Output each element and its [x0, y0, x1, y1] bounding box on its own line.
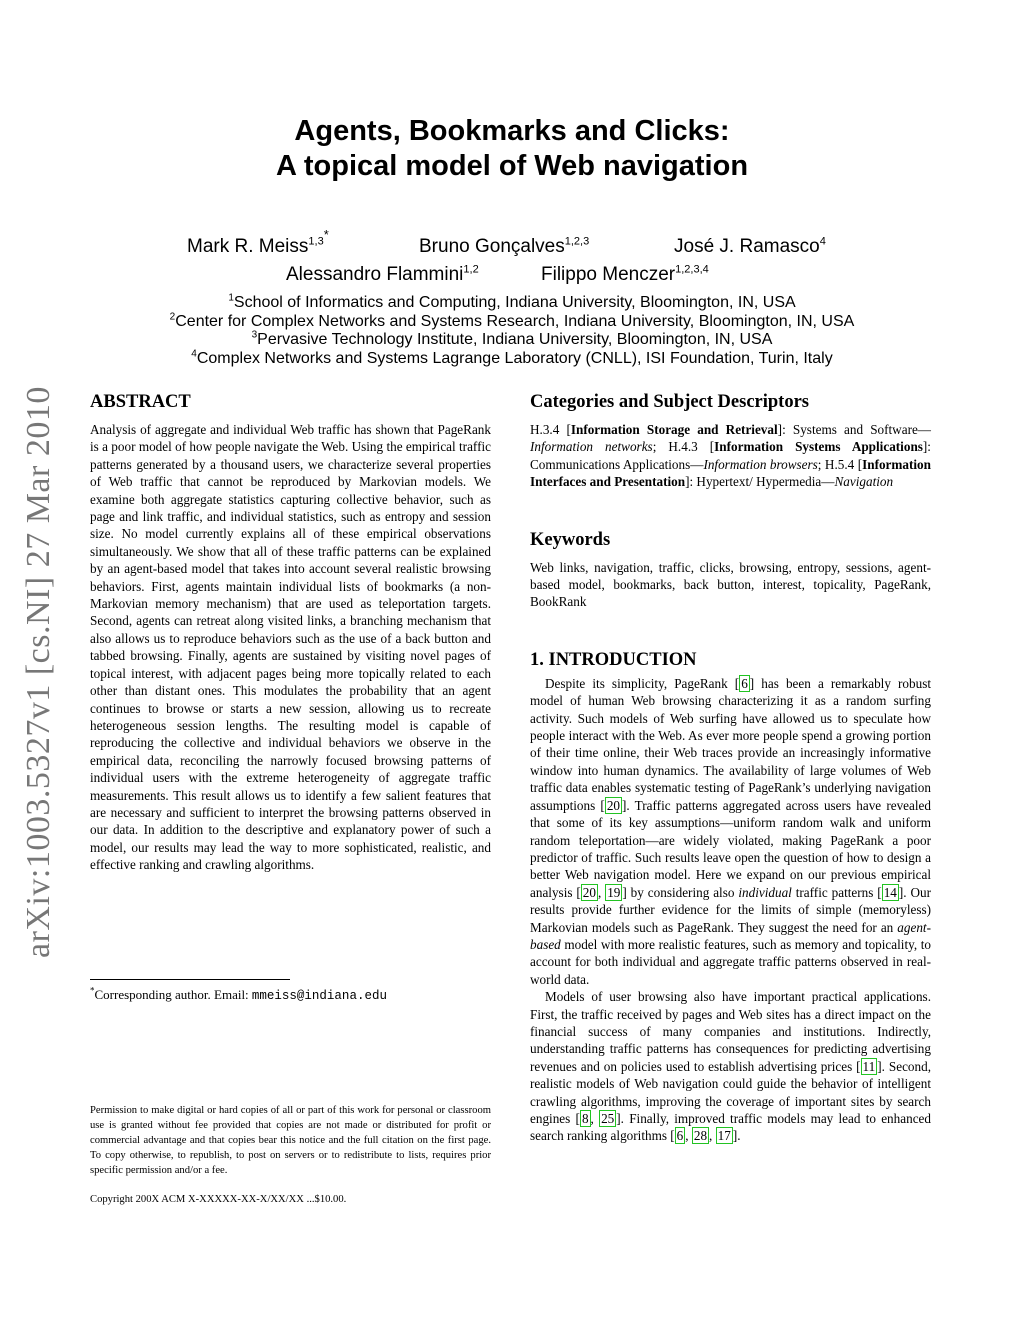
affiliation-1 — [0, 294, 1024, 313]
affiliation-4 — [0, 350, 1024, 369]
emphasis: individual — [738, 884, 792, 900]
affil-text: Pervasive Technology Institute, Indiana University, Bloomington, IN, USA — [257, 331, 773, 348]
text-run: model with more realistic features, such as memory and topicality, to account for both individual and aggregate traffic patterns observed in real-world data. — [530, 936, 931, 987]
citation-link[interactable]: 11 — [862, 1058, 876, 1074]
categories-heading: Categories and Subject Descriptors — [530, 392, 809, 412]
intro-paragraph-1: Despite its simplicity, PageRank [ 6 ] has been a remarkably robust model of human Web browsing characterizing it as a random surfing activity. Such models of Web surfing have allowed us to speculate how people interact with the Web. As ever more people spend a growing portion of their time online, their Web traces provide an increasingly informative window into human dynamics. The availability of large volumes of Web traffic data enables systematic testing of PageRank’s underlying navigation assumptions [ 20 ]. Traffic patterns aggregated across users have revealed that some of its key assumptions—uniform random walk and uniform random teleportation—are widely violated, making PageRank a poor predictor of traffic. Such results leave open the question of how to design a better Web navigation model. Here we expand on our previous empirical analysis [ 20 , 19 ] by considering also individual traffic patterns [ 14 ]. Our results provide further evidence for the limits of simple (memoryless) Markovian models such as PageRank. They suggest the need for an agent-based model with more realistic features, such as memory and topicality, to account for both individual and aggregate traffic patterns observed in real-world data. — [530, 675, 931, 987]
citation-link[interactable]: 17 — [717, 1128, 731, 1144]
affiliation-3 — [0, 331, 1024, 350]
citation-link[interactable]: 19 — [607, 884, 621, 900]
right-column — [530, 391, 931, 1145]
abstract-text: Analysis of aggregate and individual Web traffic has shown that PageRank is a poor model of how people navigate the Web. Using the empirical traffic patterns generated by a thousand users, we characterize several properties of Web traffic that cannot be reproduced by Markovian models. We examine both aggregate statistics capturing collective behavior, such as page and link traffic, and individual statistics, such as entropy and session size. No model currently explains all of these empirical observations simultaneously. We show that all of these traffic patterns can be explained by an agent-based model that takes into account several realistic browsing behaviors. First, agents maintain individual lists of bookmarks (a non-Markovian memory mechanism) that are used as teleportation targets. Second, agents can retreat along visited links, a branching mechanism that also allows us to reproduce behaviors such as the use of a back button and tabbed browsing. Finally, agents are sustained by visiting novel pages of topical interest, with adjacent pages being more topically related to each other than distant ones. This modulates the probability that an agent continues to browse or starts a new session, allowing us to recreate heterogeneous session lengths. The resulting model is capable of reproducing the collective and individual behaviors we observe in the empirical data, reconciling the narrowly focused browsing patterns of individual users with the extreme heterogeneity of aggregate traffic measurements. This result allows us to identify a few salient features that are necessary and sufficient to interpret the browsing patterns observed in our data. In addition to the descriptive and explanatory power of such a model, our results may lead the way to more sophisticated, realistic, and effective ranking and crawling algorithms. — [90, 422, 491, 873]
category-text: ]: Communications Applications— — [530, 439, 931, 472]
category-sub: Information browsers — [703, 456, 818, 472]
category-name: Information Storage and Retrieval — [570, 422, 778, 437]
text-run: . Our results provide further evidence for the limits of simple (memoryless) Markovian models such as PageRank. They suggest the need for an — [530, 884, 931, 935]
affil-num: 4 — [191, 348, 197, 360]
citation-link[interactable]: 28 — [693, 1128, 708, 1144]
footnote — [90, 986, 510, 1005]
author-name: José J. Ramasco — [674, 236, 820, 257]
affil-num: 1 — [228, 292, 234, 304]
affil-text: Complex Networks and Systems Lagrange Laboratory (CNLL), ISI Foundation, Turin, Italy — [196, 349, 833, 367]
categories-text — [530, 421, 931, 491]
keywords-text: Web links, navigation, traffic, clicks, browsing, entropy, sessions, agent-based model, bookmarks, back button, interest, topicality, PageRank, BookRank — [530, 559, 931, 610]
text-run: . — [737, 1128, 741, 1144]
author-affil: 4 — [819, 235, 826, 248]
left-column — [90, 391, 491, 874]
author-name: Mark R. Meiss — [187, 236, 309, 257]
permission-notice: Permission to make digital or hard copies of all or part of this work for personal or classroom use is granted without fee provided that copies are not made or distributed for profit or commercial advantage and that copies bear this notice and the full citation on the first page. To copy otherwise, to republish, to post on servers or to redistribute to lists, requires prior specific permission and/or a fee. — [90, 1105, 491, 1176]
author-affil: 1,2,3,4 — [675, 263, 709, 276]
author-flammini — [286, 264, 479, 286]
keywords-heading: Keywords — [530, 529, 611, 550]
text-run: by considering also — [626, 884, 739, 900]
text-run: has been a remarkably robust model of human Web browsing characterizing it as a random surfing activity. Such models of Web surfing have allowed us to speculate how people interact with the Web. As ever more people spend a growing portion of their time online, their Web traces provide an increasingly informative window into human dynamics. The availability of large volumes of Web traffic data enables systematic testing of PageRank’s underlying navigation assumptions — [530, 675, 931, 813]
author-affil: 1,2 — [463, 263, 479, 276]
category-sub: Navigation — [834, 474, 894, 490]
affil-text: School of Informatics and Computing, Indiana University, Bloomington, IN, USA — [233, 294, 796, 311]
text-run: Despite its simplicity, PageRank — [545, 675, 735, 691]
citation-link[interactable]: 20 — [606, 797, 621, 813]
author-goncalves — [419, 236, 589, 258]
corresponding-mark: * — [323, 226, 329, 242]
citation-link[interactable]: 8 — [581, 1111, 589, 1126]
author-meiss — [187, 226, 329, 258]
author-name: Alessandro Flammini — [286, 264, 464, 285]
author-menczer — [541, 264, 709, 286]
author-affil: 1,2,3 — [564, 235, 590, 248]
emphasis: agent-based — [530, 919, 931, 952]
category-name: Information Systems Applications — [714, 439, 923, 455]
text-run: . Finally, improved traffic models may lead to enhanced search ranking algorithms — [530, 1111, 931, 1144]
category-text: ]: Systems and Software— — [777, 422, 931, 437]
copyright-notice: Copyright 200X ACM X-XXXXX-XX-X/XX/XX ...$10.00. — [90, 1194, 347, 1205]
affil-num: 2 — [169, 311, 176, 323]
abstract-heading: ABSTRACT — [90, 392, 191, 412]
citation-link[interactable]: 14 — [883, 884, 897, 900]
affil-text: Center for Complex Networks and Systems Research, Indiana University, Bloomington, IN, USA — [175, 312, 855, 330]
footnote-text: Corresponding author. Email: — [94, 987, 252, 1002]
category-sub: Information networks — [530, 439, 653, 455]
author-ramasco — [674, 236, 826, 258]
category-code: ; H.4.3 [ — [652, 439, 715, 455]
title-line-2: A topical model of Web navigation — [275, 150, 749, 182]
text-run: Models of user browsing also have important practical applications. First, the traffic received by pages and Web sites has a direct impact on the financial success of many companies and institutions. Indirectly, understanding traffic patterns has consequences for predicting advertising revenues and on policies used to establish advertising prices — [530, 989, 931, 1074]
footnote-rule — [90, 979, 290, 980]
footnote-mark: * — [90, 985, 95, 996]
introduction-heading: 1. INTRODUCTION — [530, 649, 697, 670]
affil-num: 3 — [251, 329, 258, 341]
author-affil: 1,3 — [308, 235, 324, 248]
citation-link[interactable]: 20 — [582, 884, 596, 900]
category-code: ; H.5.4 [ — [817, 456, 863, 472]
text-run: . Second, realistic models of Web navigation could guide the behavior of intelligent crawling algorithms, improving the coverage of important sites by search engines — [530, 1058, 932, 1126]
category-name: Information Interfaces and Presentation — [530, 456, 931, 490]
arxiv-identifier: arXiv:1003.5327v1 [cs.NI] 27 Mar 2010 — [20, 386, 57, 958]
citation-link[interactable]: 6 — [741, 675, 748, 691]
affiliations — [0, 294, 1024, 368]
citation-link[interactable]: 25 — [601, 1111, 615, 1126]
affiliation-2 — [0, 313, 1024, 332]
author-name: Filippo Menczer — [541, 264, 676, 285]
citation-link[interactable]: 6 — [676, 1128, 684, 1144]
text-run: . Traffic patterns aggregated across users have revealed that some of its key assumptions—uniform random walk and uniform random teleportation—are widely violated, making PageRank a poor predictor of traffic. Such results leave open the question of how to design a better Web navigation model. Here we expand on our previous empirical analysis — [530, 797, 931, 900]
category-code: H.3.4 [ — [530, 422, 571, 437]
author-name: Bruno Gonçalves — [419, 236, 565, 257]
paper-title — [0, 114, 1024, 184]
intro-paragraph-2: Models of user browsing also have important practical applications. First, the traffic received by pages and Web sites has a direct impact on the financial success of many companies and institutions. Indirectly, understanding traffic patterns has consequences for predicting advertising revenues and on policies used to establish advertising prices [ 11 ]. Second, realistic models of Web navigation could guide the behavior of intelligent crawling algorithms, improving the coverage of important sites by search engines [ 8 , 25 ]. Finally, improved traffic models may lead to enhanced search ranking algorithms [ 6 , 28 , 17 ]. — [530, 989, 932, 1144]
corresponding-email: mmeiss@indiana.edu — [251, 989, 387, 1003]
category-text: ]: Hypertext/ Hypermedia— — [685, 474, 835, 490]
text-run: traffic patterns — [791, 884, 878, 900]
title-line-1: Agents, Bookmarks and Clicks: — [294, 115, 730, 147]
